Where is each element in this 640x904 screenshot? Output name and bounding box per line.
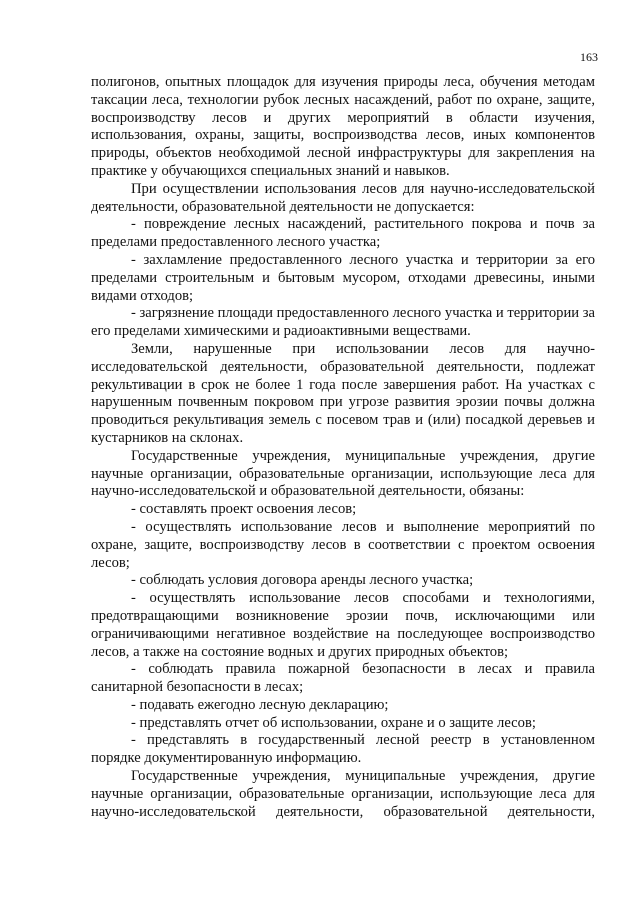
list-item-obligation: - осуществлять использование лесов и выполнение мероприятий по охране, защите, воспроизводству лесов в соответствии с проектом освоения лесов; bbox=[91, 518, 595, 571]
list-item-obligation: - соблюдать условия договора аренды лесного участка; bbox=[131, 572, 474, 589]
list-item-obligation: - осуществлять использование лесов способами и технологиями, предотвращающими возникновение эрозии почв, исключающими или ограничивающими негативное воздействие на последующее воспроизводство лесов, а также на состояние водных и других природных объектов; bbox=[91, 590, 595, 660]
paragraph-obligations-intro: Государственные учреждения, муниципальные учреждения, другие научные организации, образовательные организации, использующие леса для научно-исследовательской и образовательной деятельности, обязаны: bbox=[91, 447, 595, 500]
paragraph-closing: Государственные учреждения, муниципальные учреждения, другие научные организации, образовательные организации, использующие леса для научно-исследовательской деятельности, образовательной деятельности, bbox=[91, 768, 595, 820]
list-item-obligation: - представлять в государственный лесной реестр в установленном порядке документированную информацию. bbox=[91, 732, 595, 767]
paragraph-recultivation: Земли, нарушенные при использовании лесов для научно-исследовательской деятельности, образовательной деятельности, подлежат рекультивации в срок не более 1 года после завершения работ. На участках с нарушенным почвенным покровом при угрозе развития эрозии почвы должна проводиться рекультивация земель с посевом трав и (или) посадкой деревьев и кустарников на склонах. bbox=[91, 340, 595, 446]
list-item-prohibition: - загрязнение площади предоставленного лесного участка и территории за его пределами химическими и радиоактивными веществами. bbox=[91, 305, 595, 340]
list-item-obligation: - подавать ежегодно лесную декларацию; bbox=[131, 696, 389, 713]
list-item-obligation: - представлять отчет об использовании, охране и о защите лесов; bbox=[131, 714, 536, 731]
list-item-obligation: - соблюдать правила пожарной безопасности в лесах и правила санитарной безопасности в лесах; bbox=[91, 661, 595, 696]
list-item-prohibition: - захламление предоставленного лесного участка и территории за его пределами строительным и бытовым мусором, отходами древесины, иными видами отходов; bbox=[91, 251, 595, 304]
paragraph-prohibitions-intro: При осуществлении использования лесов для научно-исследовательской деятельности, образовательной деятельности не допускается: bbox=[91, 180, 595, 215]
page-number: 163 bbox=[580, 50, 598, 64]
list-item-obligation: - составлять проект освоения лесов; bbox=[131, 501, 357, 518]
body-text bbox=[91, 74, 595, 821]
paragraph-intro-continuation: полигонов, опытных площадок для изучения природы леса, обучения методам таксации леса, технологии рубок лесных насаждений, работ по охране, защите, воспроизводству лесов и других мероприятий в области изучения, использования, охраны, защиты, воспроизводства лесов, иных компонентов природы, объектов необходимой лесной инфраструктуры для закрепления на практике у обучающихся специальных знаний и навыков. bbox=[91, 74, 595, 179]
list-item-prohibition: - повреждение лесных насаждений, растительного покрова и почв за пределами предоставленного лесного участка; bbox=[91, 216, 595, 251]
